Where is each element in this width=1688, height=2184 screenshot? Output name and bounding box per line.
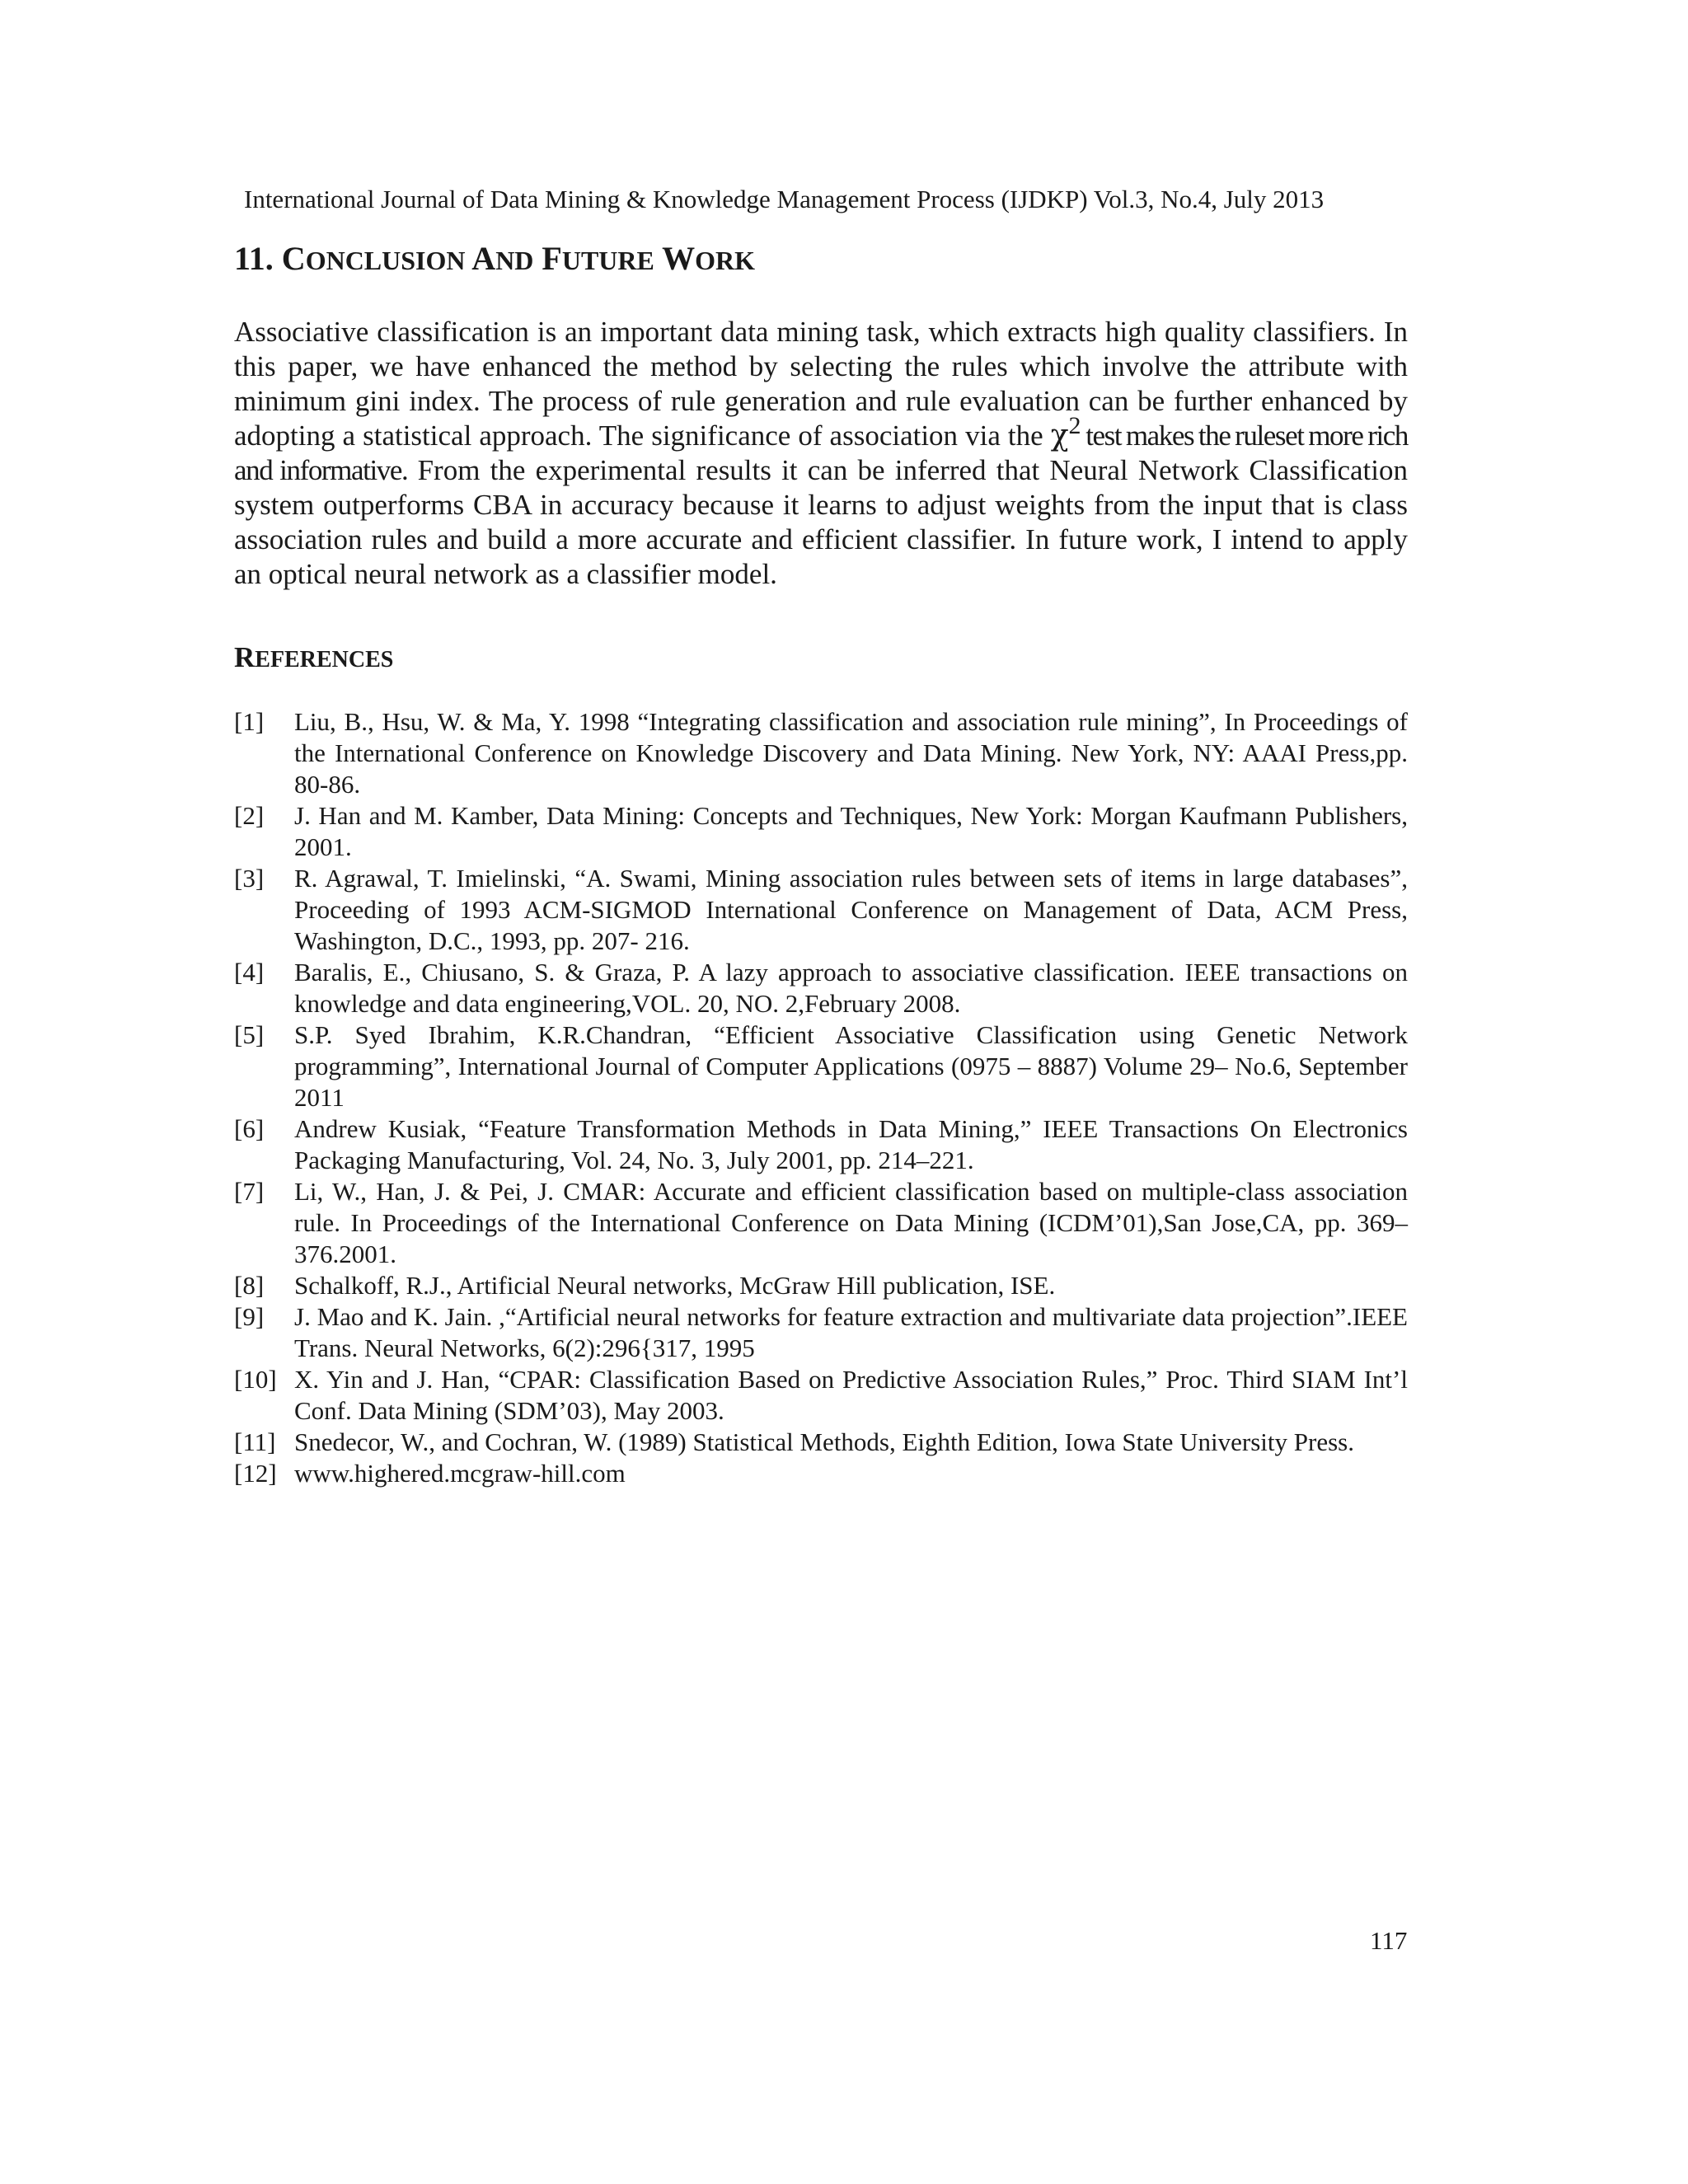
reference-item [234,1364,1408,1427]
conclusion-paragraph [234,315,1408,592]
heading-word-2-rest: ND [495,246,534,275]
running-header: International Journal of Data Mining & Knowledge Management Process (IJDKP) Vol.3, No.4, July 2013 [244,185,1325,213]
reference-number: [4] [234,958,265,987]
reference-item [234,863,1408,957]
reference-text: Snedecor, W., and Cochran, W. (1989) Statistical Methods, Eighth Edition, Iowa State University Press. [294,1427,1354,1456]
reference-text: www.highered.mcgraw-hill.com [294,1459,626,1488]
reference-number: [7] [234,1177,265,1206]
reference-number: [12] [234,1459,277,1488]
section-heading [234,237,755,282]
reference-number: [11] [234,1427,276,1456]
reference-number: [2] [234,801,265,830]
reference-text: Li, W., Han, J. & Pei, J. CMAR: Accurate and efficient classification based on multiple-class association rule. In Proceedings of the International Conference on Data Mining (ICDM’01),San Jose,CA, pp. 369–376.2001. [294,1177,1408,1268]
reference-number: [6] [234,1114,265,1143]
reference-list [234,706,1408,1489]
reference-number: [1] [234,707,265,736]
heading-word-4-initial: W [654,240,696,277]
reference-item [234,957,1408,1019]
section-number: 11. [234,240,282,277]
chi-exponent: 2 [1068,412,1081,439]
reference-item [234,1427,1408,1458]
reference-text: Andrew Kusiak, “Feature Transformation Methods in Data Mining,” IEEE Transactions On Electronics Packaging Manufacturing, Vol. 24, No. 3, July 2001, pp. 214–221. [294,1114,1408,1174]
conclusion-text-part-3: From the experimental results it can be inferred that Neural Network Classification system outperforms CBA in accuracy because it learns to adjust weights from the input that is class association rules and build a more accurate and efficient classifier. In future work, I intend to apply an optical neural network as a classifier model. [234,454,1408,590]
reference-item [234,1301,1408,1364]
reference-number: [3] [234,864,265,893]
heading-word-3-rest: UTURE [561,246,654,275]
heading-word-1-initial: C [281,240,306,277]
chi-symbol: χ [1050,419,1069,452]
reference-text: R. Agrawal, T. Imielinski, “A. Swami, Mining association rules between sets of items in large databases”, Proceeding of 1993 ACM-SIGMOD International Conference on Management of Data, ACM Press, Washington, D.C., 1993, pp. 207- 216. [294,864,1408,955]
reference-text: Schalkoff, R.J., Artificial Neural networks, McGraw Hill publication, ISE. [294,1271,1056,1300]
page-number: 117 [1370,1926,1408,1955]
references-heading [234,639,393,679]
reference-number: [10] [234,1365,277,1394]
reference-item [234,1458,1408,1489]
references-heading-initial: R [234,641,256,673]
reference-item [234,1019,1408,1113]
reference-text: J. Han and M. Kamber, Data Mining: Concepts and Techniques, New York: Morgan Kaufmann Publishers, 2001. [294,801,1408,861]
reference-item [234,706,1408,800]
heading-word-2-initial: A [465,240,496,277]
conclusion-text-part-2: test makes the ruleset more rich and informative. [234,419,1409,486]
reference-text: S.P. Syed Ibrahim, K.R.Chandran, “Efficient Associative Classification using Genetic Network programming”, International Journal of Computer Applications (0975 – 8887) Volume 29– No.6, September 2011 [294,1020,1408,1112]
reference-text: Liu, B., Hsu, W. & Ma, Y. 1998 “Integrating classification and association rule mining”, In Proceedings of the International Conference on Knowledge Discovery and Data Mining. New York, NY: AAAI Press,pp. 80-86. [294,707,1408,799]
heading-word-4-rest: ORK [695,246,756,275]
reference-number: [5] [234,1020,265,1049]
conclusion-text-part-1: Associative classification is an important data mining task, which extracts high quality classifiers. In this paper, we have enhanced the method by selecting the rules which involve the attribute with minimum gini index. The process of rule generation and rule evaluation can be further enhanced by adopting a statistical approach. The significance of association via the [234,316,1408,452]
reference-number: [9] [234,1302,265,1331]
reference-item [234,1113,1408,1176]
reference-text: Baralis, E., Chiusano, S. & Graza, P. A lazy approach to associative classification. IEEE transactions on knowledge and data engineering,VOL. 20, NO. 2,February 2008. [294,958,1408,1018]
reference-text: X. Yin and J. Han, “CPAR: Classification Based on Predictive Association Rules,” Proc. Third SIAM Int’l Conf. Data Mining (SDM’03), May 2003. [294,1365,1408,1425]
reference-item [234,1176,1408,1270]
reference-number: [8] [234,1271,265,1300]
heading-word-1-rest: ONCLUSION [305,246,466,275]
reference-item [234,800,1408,863]
heading-word-3-initial: F [533,240,562,277]
reference-item [234,1270,1408,1301]
references-heading-rest: EFERENCES [255,647,394,673]
reference-text: J. Mao and K. Jain. ,“Artificial neural networks for feature extraction and multivariate data projection”.IEEE Trans. Neural Networks, 6(2):296{317, 1995 [294,1302,1408,1362]
